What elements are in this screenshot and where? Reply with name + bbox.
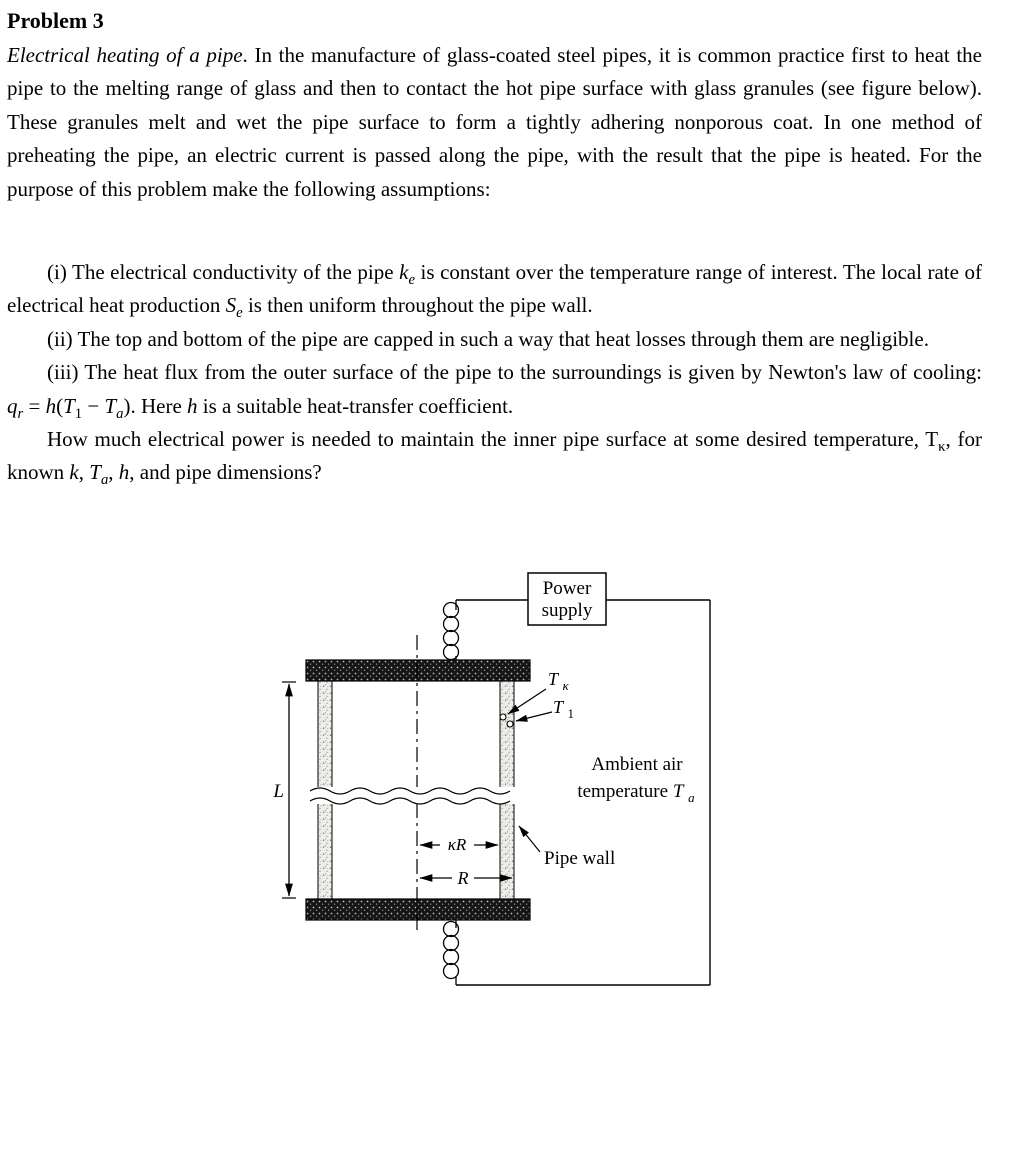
assumption-i: (i) The electrical conductivity of the pipe $k_e$ is constant over the temperature range of interest. The local rate of electrical heat production $S_e$ is then uniform throughout the pipe wall. [7, 260, 982, 322]
problem-text-block [7, 8, 982, 490]
paragraph-intro: Electrical heating of a pipe. In the manufacture of glass-coated steel pipes, it is common practice first to heat the pipe to the melting range of glass and then to contact the hot pipe surface with glass granules (see figure below). These granules melt and wet the pipe surface to form a tightly adhering nonporous coat. In one method of preheating the pipe, an electric current is passed along the pipe, with the result that the pipe is heated. For the purpose of this problem make the following assumptions: [7, 43, 982, 201]
label-T-kappa [548, 669, 570, 693]
pipe-top-cap [306, 660, 530, 681]
assumption-ii: (ii) The top and bottom of the pipe are capped in such a way that heat losses through them are negligible. [47, 326, 929, 351]
figure-pipe-heating [0, 558, 1029, 1003]
question-paragraph: How much electrical power is needed to maintain the inner pipe surface at some desired temperature, $T_\kappa$, for known k, $T_a$, h, and pipe dimensions? [7, 427, 982, 489]
dimension-kR [420, 835, 498, 854]
power-supply-label-line1: Power [542, 578, 592, 599]
pipe-bottom-cap [306, 899, 530, 920]
problem-title: Problem 3 [7, 8, 104, 33]
label-T1 [553, 697, 574, 721]
ambient-line2 [577, 781, 695, 805]
label-R: R [457, 868, 469, 888]
bottom-coil-icon [444, 920, 459, 985]
ambient-T: T [672, 781, 684, 802]
label-L: L [273, 781, 284, 802]
break-wavy-lines [310, 787, 520, 804]
label-T-kappa-sub: κ [562, 678, 569, 693]
ambient-line1: Ambient air [591, 754, 683, 775]
assumption-iii: (iii) The heat flux from the outer surface of the pipe to the surroundings is given by Newton's law of cooling: $q_r = h(T_1 - T_a)$. Here h is a suitable heat-transfer coefficient. [7, 360, 982, 422]
pipe-wall-label [519, 826, 615, 869]
pipe-wall-text: Pipe wall [544, 848, 616, 869]
power-supply-label-line2: supply [541, 600, 593, 621]
ambient-line2-prefix: temperature [577, 781, 673, 802]
dimension-L [272, 682, 296, 898]
figure-svg [0, 558, 1029, 1003]
ambient-air-label [577, 754, 695, 805]
label-T1-main: T [553, 697, 564, 717]
label-kR: κR [447, 835, 467, 854]
label-T-kappa-main: T [548, 669, 559, 689]
top-coil-icon [444, 600, 459, 661]
label-T1-sub: 1 [567, 706, 575, 721]
ambient-T-sub: a [688, 790, 695, 805]
dimension-R [420, 868, 512, 888]
